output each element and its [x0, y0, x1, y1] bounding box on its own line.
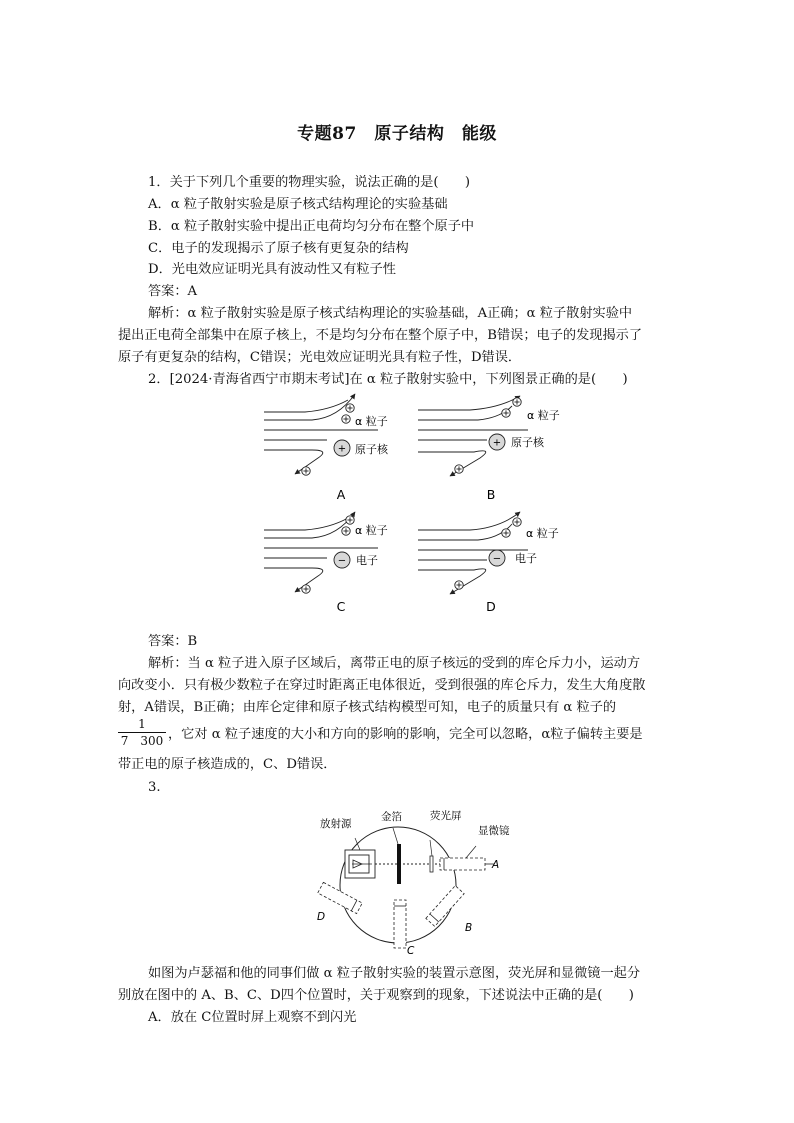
q2-figure	[0, 392, 794, 622]
q2-explanation-line4: ，它对 α 粒子速度的大小和方向的影响的影响，完全可以忽略，α粒子偏转主要是	[168, 727, 643, 742]
q2-stem: 2．[2024·青海省西宁市期末考试]在 α 粒子散射实验中，下列图景正确的是( )	[148, 372, 628, 387]
q3-option-a: A．放在 C位置时屏上观察不到闪光	[148, 1010, 357, 1025]
panel-c	[264, 512, 388, 614]
label-pos-a: A	[492, 859, 500, 871]
svg-text:α 粒子: α 粒子	[527, 409, 560, 422]
label-foil: 金箔	[381, 811, 402, 823]
electron-sign: −	[337, 555, 347, 567]
svg-text:电子: 电子	[515, 552, 537, 565]
page-title: 专题87 原子结构 能级	[297, 124, 497, 144]
nucleus-label: 原子核	[355, 443, 388, 456]
svg-text:−: −	[492, 553, 502, 565]
nucleus-sign: +	[337, 443, 347, 455]
q3-stem-line2: 别放在图中的 A、B、C、D四个位置时，关于观察到的现象，下述说法中正确的是( )	[118, 988, 634, 1003]
panel-label-a: A	[336, 487, 346, 502]
q1-option-d: D．光电效应证明光具有波动性又有粒子性	[148, 262, 396, 277]
q3-number: 3.	[148, 780, 161, 795]
alpha-label: α 粒子	[355, 415, 388, 428]
label-pos-b: B	[465, 922, 473, 934]
q2-explanation-line3: 射，A错误，B正确；由库仑定律和原子核式结构模型可知，电子的质量只有 α 粒子的	[118, 700, 617, 715]
fraction-denominator: 7 300	[120, 734, 164, 748]
svg-text:原子核: 原子核	[511, 436, 544, 449]
label-screen: 荧光屏	[430, 810, 462, 822]
q2-answer: 答案：B	[148, 634, 198, 649]
panel-a	[264, 394, 389, 502]
q1-option-b: B．α 粒子散射实验中提出正电荷均匀分布在整个原子中	[148, 219, 475, 234]
q1-stem: 1．关于下列几个重要的物理实验，说法正确的是( )	[148, 175, 470, 190]
q1-answer: 答案：A	[148, 284, 198, 299]
svg-text:+: +	[492, 437, 502, 449]
label-pos-d: D	[317, 911, 326, 923]
svg-text:α 粒子: α 粒子	[526, 527, 559, 540]
panel-label-b: B	[486, 487, 496, 502]
label-source: 放射源	[320, 818, 352, 830]
label-microscope: 显微镜	[478, 825, 510, 837]
q2-explanation-line1: 解析：当 α 粒子进入原子区域后，离带正电的原子核远的受到的库仑斥力小，运动方	[148, 656, 641, 671]
electron-label: 电子	[356, 554, 378, 567]
label-pos-c: C	[407, 945, 415, 957]
fraction	[118, 717, 166, 748]
fraction-numerator: 1	[138, 717, 146, 731]
panel-d	[418, 512, 559, 614]
q2-explanation-line2: 向改变小．只有极少数粒子在穿过时距离正电体很近，受到很强的库仑斥力，发生大角度散	[118, 678, 646, 693]
q1-explanation-line1: 解析：α 粒子散射实验是原子核式结构理论的实验基础，A正确；α 粒子散射实验中	[148, 306, 633, 321]
q1-explanation-line2: 提出正电荷全部集中在原子核上，不是均匀分布在整个原子中，B错误；电子的发现揭示了	[118, 328, 642, 343]
q1-option-c: C．电子的发现揭示了原子核有更复杂的结构	[148, 241, 409, 256]
q3-apparatus-figure	[0, 798, 794, 963]
q1-explanation-line3: 原子有更复杂的结构，C错误；光电效应证明光具有粒子性，D错误．	[118, 350, 522, 365]
panel-b	[418, 396, 560, 502]
q1-option-a: A．α 粒子散射实验是原子核式结构理论的实验基础	[148, 197, 448, 212]
panel-label-c: C	[336, 599, 346, 614]
q2-explanation-line5: 带正电的原子核造成的，C、D错误．	[118, 757, 337, 772]
panel-label-d: D	[486, 599, 496, 614]
svg-text:α 粒子: α 粒子	[355, 524, 388, 537]
q3-stem-line1: 如图为卢瑟福和他的同事们做 α 粒子散射实验的装置示意图，荧光屏和显微镜一起分	[148, 966, 641, 981]
